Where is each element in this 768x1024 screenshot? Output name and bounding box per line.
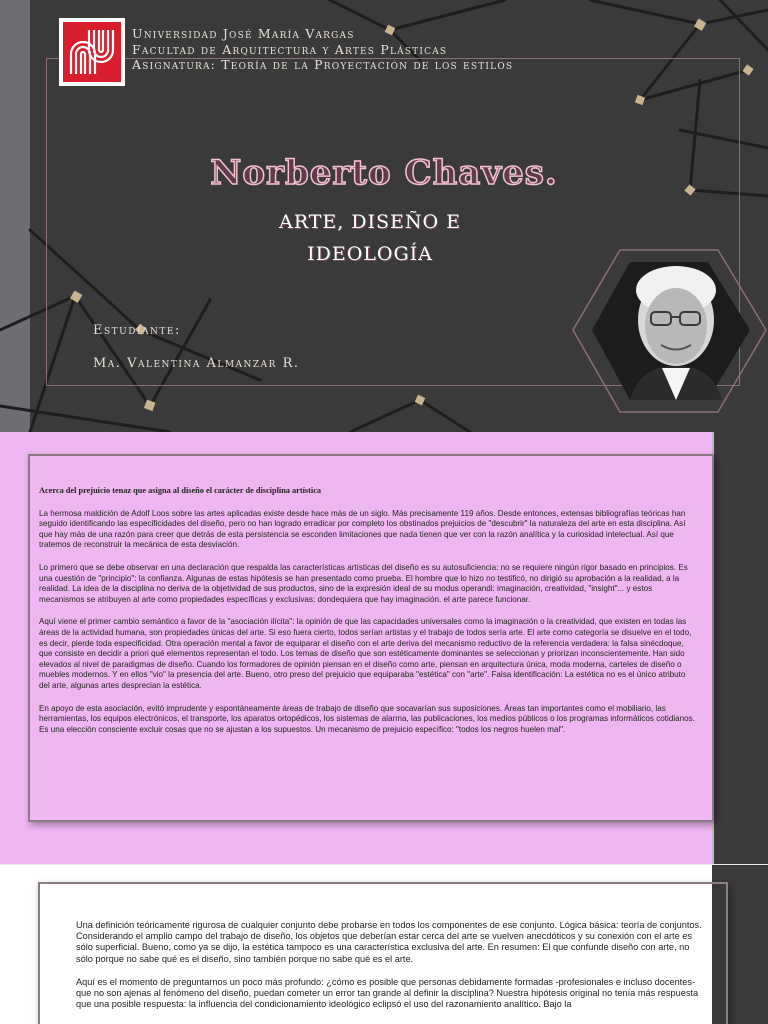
student-label: Estudiante:	[93, 323, 181, 338]
cover-title: Norberto Chaves.	[210, 153, 558, 193]
course-name: Asignatura: Teoría de la Proyectación de los estilos	[132, 57, 514, 72]
article-body	[39, 486, 695, 747]
subtitle-line-2: IDEOLOGÍA	[307, 243, 433, 265]
text-slide-2	[0, 865, 768, 1024]
institution-header	[132, 26, 513, 73]
portrait-hexagon	[568, 240, 768, 420]
subtitle-line-1: ARTE, DISEÑO E	[278, 211, 462, 233]
paragraph: Aquí es el momento de preguntarnos un poco más profundo: ¿cómo es posible que personas debidamente formadas -profesionales e incluso docentes- que no son ajenas al fenómeno del diseño, puedan cometer un error tan grande al definir la disciplina? Nuestra hipótesis original no tenía más respuesta que una posible respuesta: la influencia del condicionamiento ideológico eclipsó el uso del razonamiento analítico. Bajo la	[76, 976, 699, 1010]
university-name: Universidad José María Vargas	[132, 26, 355, 41]
portrait-photo	[630, 266, 722, 400]
paragraph: Aquí viene el primer cambio semántico a favor de la "asociación ilícita": la opinión de que las capacidades universales como la imaginación o la creatividad, que existen en todas las áreas de la actividad humana, son propiedades únicas del arte. Si eso fuera cierto, todos serían artistas y el trabajo de todos sería arte. El arte como categoría se disuelve en el todo, es decir, pierde toda especificidad. Otra operación mental a favor de equiparar el diseño con el arte deriva del mecanismo reductivo de la referencia verdadera: la falsa sinécdoque, que consiste en decidir a priori qué elementos representan el todo. Los temas de diseño que son estéticamente dominantes se seleccionan y priorizan inconscientemente. Han sido elevados al nivel de paradigmas de diseño. Cuando los formadores de opinión piensan en el diseño como arte, piensan en arquitectura única, moda moderna, carteles de diseño o muebles modernos. Y en ellos "vio" la presencia del arte. Bueno, otro preso del prejuicio que equiparaba "estética" con "arte". Falsa identificación: La estética no es el único atributo del arte, algunas artes desprecian la estética.	[39, 617, 692, 690]
faculty-name: Facultad de Arquitectura y Artes Plásticas	[132, 41, 448, 57]
cover-subtitle	[240, 206, 500, 270]
cover-slide	[0, 0, 768, 432]
right-strip	[712, 432, 768, 865]
paragraph: Lo primero que se debe observar en una declaración que respalda las características artísticas del diseño es su autosuficiencia: no se requiere ningún rigor basado en principios. Es una cuestión de "principio": la confianza. Algunas de estas hipótesis se han presentado como prueba. El hombre que lo hizo no testificó, no dirigió su aprobación a la realidad, a la realidad. La idea de la disciplina no deriva de la objetividad de sus productos, sino de la expresión ideal de su modus operandi: imaginación, creatividad, "insight"... y estos mecanismos se atribuyen al arte como propiedades específicas y exclusivas: dondequiera que hay imaginación. el arte parece funcionar.	[39, 562, 688, 604]
student-name: Ma. Valentina Almanzar R.	[93, 356, 300, 371]
paragraph: En apoyo de esta asociación, evitó imprudente y espontáneamente áreas de trabajo de diseño que socavarían sus suposiciones. Áreas tan importantes como el mobiliario, las herramientas, los equipos electrónicos, el transporte, los aparatos ortopédicos, los sistemas de alarma, las publicaciones, los medios públicos o los programas informáticos cotidianos. Es una elección consciente excluir cosas que no se ajustan a los supuestos. Un mecanismo de prejuicio específico: "todos los negros huelen mal".	[39, 703, 695, 734]
article-body-continued	[76, 920, 706, 1022]
text-slide-1	[0, 432, 768, 865]
university-logo	[59, 18, 125, 86]
article-heading: Acerca del prejuicio tenaz que asigna al diseño el carácter de disciplina artística	[39, 486, 322, 495]
paragraph: Una definición teóricamente rigurosa de cualquier conjunto debe probarse en todos los componentes de ese conjunto. Lógica básica: teoría de conjuntos. Considerando el amplio campo del trabajo de diseño, los objetos que deberían estar cerca del arte se vuelven anecdóticos y su conexión con el arte es sólo superficial. Bueno, como ya se dijo, la estética tampoco es una característica exclusiva del arte. En resumen: El que confunde diseño con arte, no sólo porque no sabe qué es el diseño, sino también porque no sabe qué es el arte.	[76, 920, 702, 964]
paragraph: La hermosa maldición de Adolf Loos sobre las artes aplicadas existe desde hace más de un siglo. Más precisamente 119 años. Desde entonces, extensas bibliografías teóricas han seguido identificando las especificidades del diseño, pero no han logrado erradicar por completo los obstinados prejuicios de "descubrir" la naturaleza del arte en esta disciplina. Así que hay más de una razón para creer que detrás de esta persistencia se esconden limitaciones que nada tienen que ver con la razón analítica y la curiosidad intelectual. Así que tratemos de reconstruir la mecánica de esta desviación.	[39, 508, 686, 550]
